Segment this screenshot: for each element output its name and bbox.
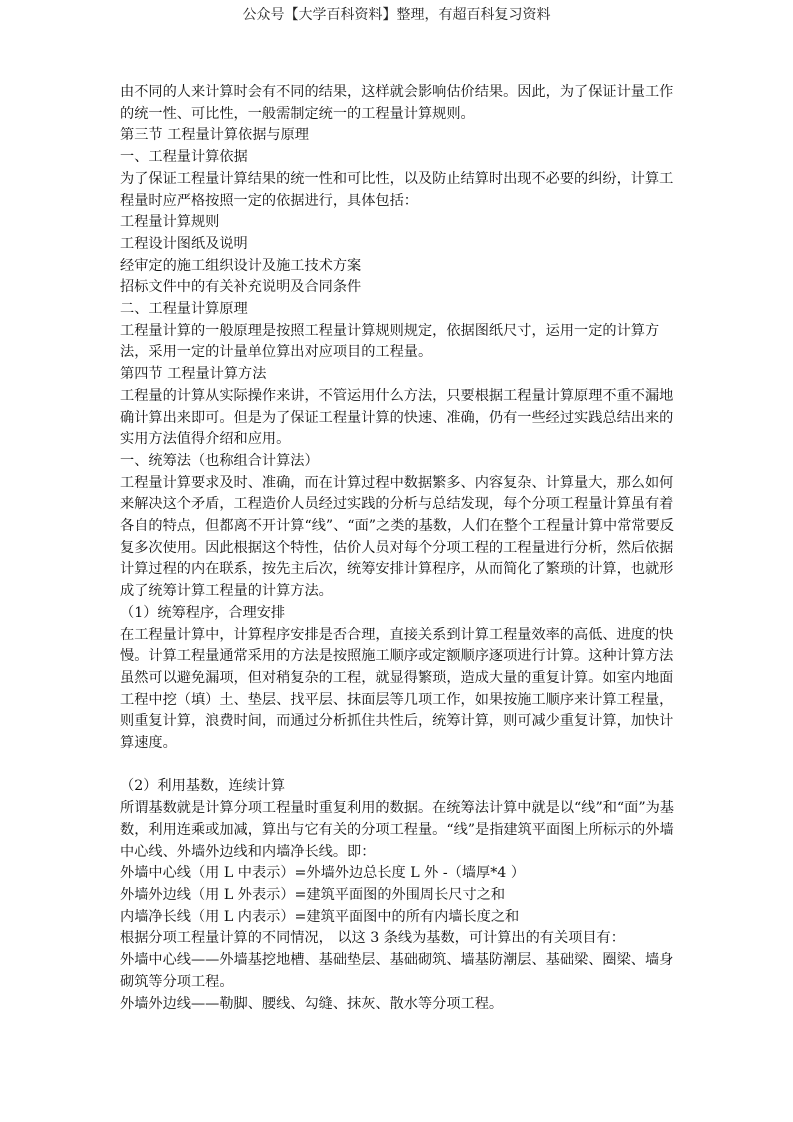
section-heading: 第四节 工程量计算方法: [120, 366, 267, 383]
blank-line: [120, 755, 678, 777]
list-item: 工程量计算规则: [120, 214, 220, 231]
page-header: 公众号【大学百科资料】整理，有超百科复习资料: [242, 7, 551, 23]
document-body: [120, 82, 678, 1015]
formula-line: 内墙净长线（用 L 内表示）=建筑平面图中的所有内墙长度之和: [120, 908, 520, 925]
paragraph: 为了保证工程量计算结果的统一性和可比性，以及防止结算时出现不必要的纠纷，计算工程量时应严格按照一定的依据进行，具体包括：: [120, 170, 674, 209]
list-item: 招标文件中的有关补充说明及合同条件: [120, 279, 362, 296]
paragraph: 所谓基数就是计算分项工程量时重复利用的数据。在统筹法计算中就是以“线”和“面”为基数，利用连乘或加减，算出与它有关的分项工程量。“线”是指建筑平面图上所标示的外墙中心线、外墙外边线和内墙净长线。即：: [120, 800, 674, 860]
subsection-heading: 一、工程量计算依据: [120, 149, 248, 166]
item-heading: （1）统筹程序，合理安排: [120, 604, 286, 621]
item-heading: （2）利用基数，连续计算: [120, 778, 286, 795]
paragraph: 外墙外边线——勒脚、腰线、勾缝、抹灰、散水等分项工程。: [120, 995, 504, 1012]
subsection-heading: 一、统筹法（也称组合计算法）: [120, 452, 319, 469]
subsection-heading: 二、工程量计算原理: [120, 301, 248, 318]
paragraph: 工程量计算的一般原理是按照工程量计算规则规定，依据图纸尺寸，运用一定的计算方法，采用一定的计量单位算出对应项目的工程量。: [120, 322, 660, 361]
list-item: 工程设计图纸及说明: [120, 235, 248, 252]
paragraph: 由不同的人来计算时会有不同的结果，这样就会影响估价结果。因此，为了保证计量工作的统一性、可比性，一般需制定统一的工程量计算规则。: [120, 84, 674, 122]
list-item: 经审定的施工组织设计及施工技术方案: [120, 257, 362, 274]
paragraph: 在工程量计算中，计算程序安排是否合理，直接关系到计算工程量效率的高低、进度的快慢。计算工程量通常采用的方法是按照施工顺序或定额顺序逐项进行计算。这种计算方法虽然可以避免漏项，但对稍复杂的工程，就显得繁琐，造成大量的重复计算。如室内地面工程中挖（填）土、垫层、找平层、抹面层等几项工作，如果按施工顺序来计算工程量，则重复计算，浪费时间，而通过分析抓住共性后，统筹计算，则可减少重复计算，加快计算速度。: [120, 626, 674, 752]
formula-line: 外墙外边线（用 L 外表示）=建筑平面图的外围周长尺寸之和: [120, 887, 506, 903]
formula-line: 外墙中心线（用 L 中表示）=外墙外边总长度 L 外 -（墙厚*4 ）: [120, 865, 526, 882]
paragraph: 外墙中心线——外墙基挖地槽、基础垫层、基础砌筑、墙基防潮层、基础梁、圈梁、墙身砌筑等分项工程。: [120, 952, 674, 990]
paragraph: 工程量的计算从实际操作来讲，不管运用什么方法，只要根据工程量计算原理不重不漏地确计算出来即可。但是为了保证工程量计算的快速、准确，仍有一些经过实践总结出来的实用方法值得介绍和应用。: [120, 387, 674, 448]
section-heading: 第三节 工程量计算依据与原理: [120, 127, 309, 144]
paragraph: 工程量计算要求及时、准确，而在计算过程中数据繁多、内容复杂、计算量大，那么如何来解决这个矛盾，工程造价人员经过实践的分析与总结发现，每个分项工程量计算虽有着各自的特点，但都离不开计算“线”、“面”之类的基数，人们在整个工程量计算中常常要反复多次使用。因此根据这个特性，估价人员对每个分项工程的工程量进行分析，然后依据计算过程的内在联系，按先主后次，统筹安排计算程序，从而简化了繁琐的计算，也就形成了统筹计算工程量的计算方法。: [120, 474, 674, 600]
paragraph: 根据分项工程量计算的不同情况， 以这 3 条线为基数，可计算出的有关项目有：: [120, 930, 625, 947]
